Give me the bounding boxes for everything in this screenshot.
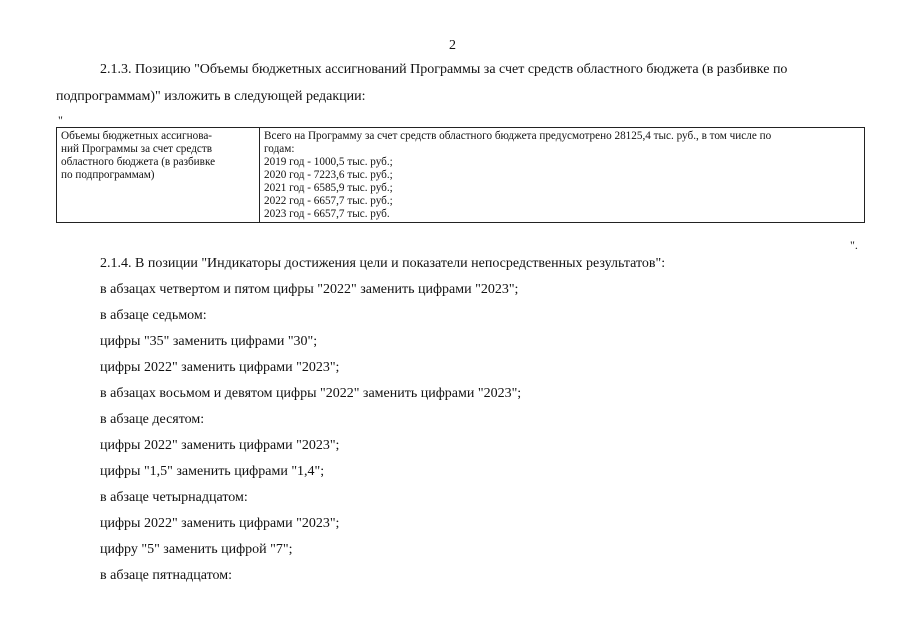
budget-amounts-cell [260, 128, 865, 223]
paragraph-line: цифры 2022" заменить цифрами "2023"; [100, 438, 340, 453]
label-line: ний Программы за счет средств [61, 143, 213, 155]
amount-line: 2019 год - 1000,5 тыс. руб.; [264, 156, 393, 168]
paragraph-line: в абзацах четвертом и пятом цифры "2022" заменить цифрами "2023"; [100, 282, 519, 297]
paragraph-line: в абзаце пятнадцатом: [100, 568, 233, 583]
closing-quote: ". [850, 238, 858, 252]
paragraph-line: цифры "35" заменить цифрами "30"; [100, 334, 318, 349]
section-2-1-3-line-2: подпрограммам)" изложить в следующей редакции: [56, 89, 366, 104]
paragraph-line: в абзаце десятом: [100, 412, 205, 427]
amount-line: 2020 год - 7223,6 тыс. руб.; [264, 169, 393, 181]
label-line: Объемы бюджетных ассигнова- [61, 130, 213, 142]
paragraph-line: в абзацах восьмом и девятом цифры "2022" заменить цифрами "2023"; [100, 386, 522, 401]
amount-line: Всего на Программу за счет средств областного бюджета предусмотрено 28125,4 тыс. руб., в том числе по [264, 130, 772, 142]
label-line: областного бюджета (в разбивке [61, 156, 216, 168]
paragraph-line: цифры 2022" заменить цифрами "2023"; [100, 516, 340, 531]
amount-line: 2023 год - 6657,7 тыс. руб. [264, 208, 390, 220]
paragraph-line: цифру "5" заменить цифрой "7"; [100, 542, 293, 557]
label-line: по подпрограммам) [61, 169, 155, 181]
page-number: 2 [449, 38, 456, 53]
section-2-1-4-heading: 2.1.4. В позиции "Индикаторы достижения цели и показатели непосредственных результатов": [100, 256, 666, 271]
paragraph-line: в абзаце седьмом: [100, 308, 207, 323]
amount-line: 2021 год - 6585,9 тыс. руб.; [264, 182, 393, 194]
budget-table [56, 127, 865, 223]
paragraph-line: цифры 2022" заменить цифрами "2023"; [100, 360, 340, 375]
section-2-1-3-line-1: 2.1.3. Позицию "Объемы бюджетных ассигнований Программы за счет средств областного бюджета (в разбивке по [100, 62, 788, 77]
amount-line: 2022 год - 6657,7 тыс. руб.; [264, 195, 393, 207]
opening-quote: " [58, 113, 63, 127]
budget-position-label-cell [57, 128, 260, 223]
amount-line: годам: [264, 143, 295, 155]
paragraph-line: цифры "1,5" заменить цифрами "1,4"; [100, 464, 325, 479]
table-row [57, 128, 865, 223]
paragraph-line: в абзаце четырнадцатом: [100, 490, 248, 505]
